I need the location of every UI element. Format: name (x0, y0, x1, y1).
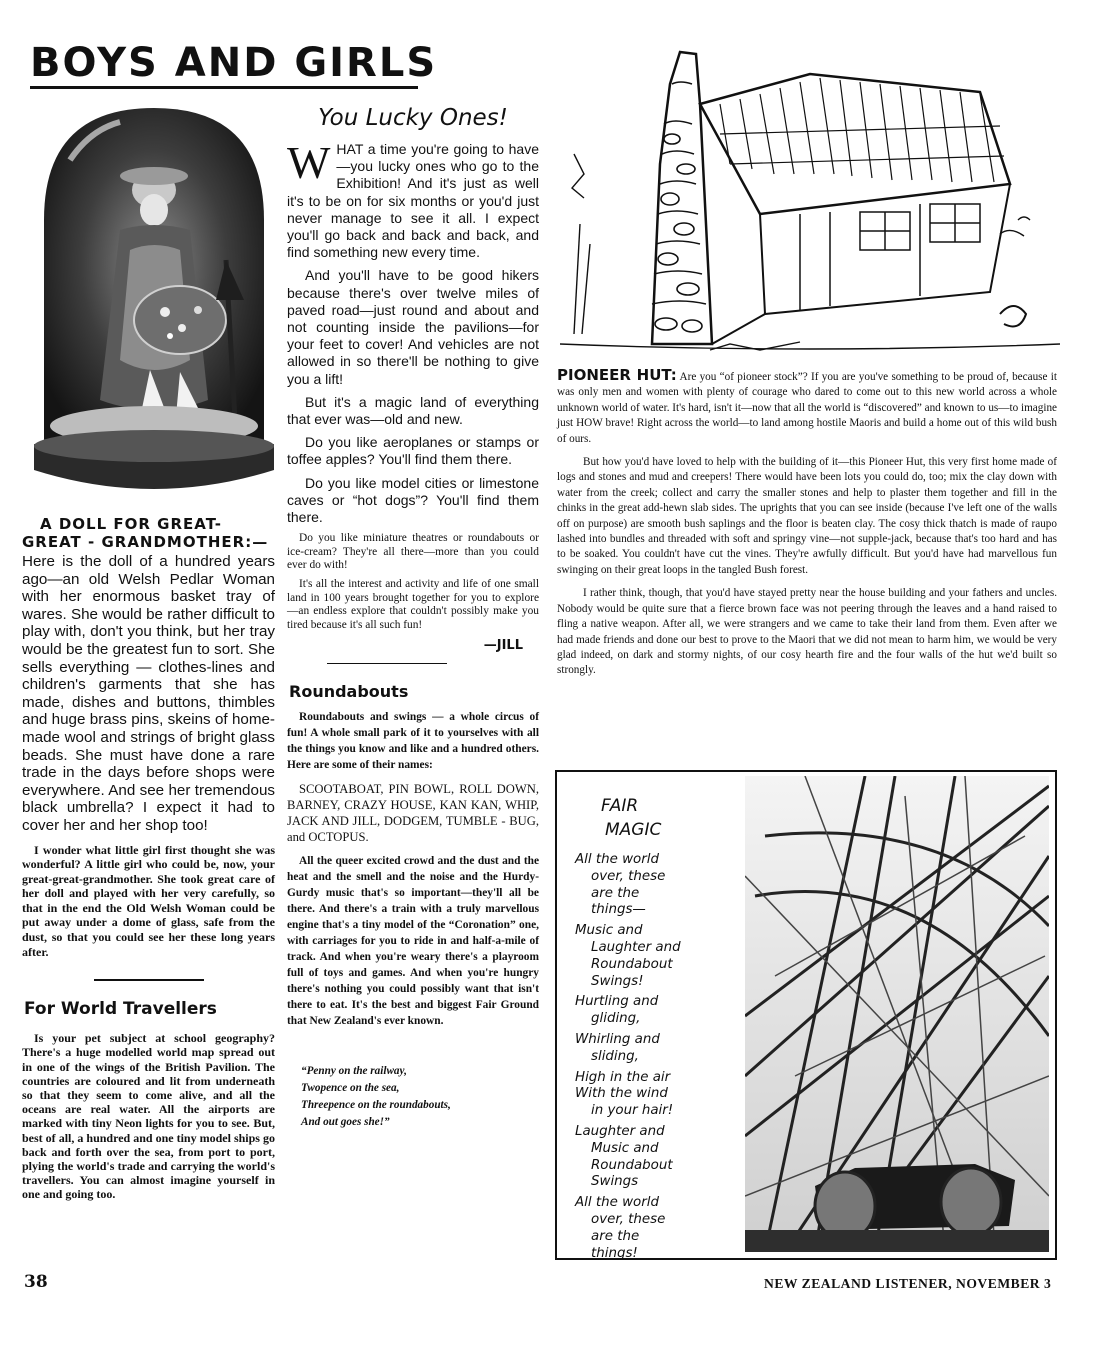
masthead-rule (30, 86, 418, 89)
roundabouts-paragraph: Roundabouts and swings — a whole circus of fun! A whole small park of it to yourselves with all the things you know and like and a hundred others. Here are some of their names: (287, 711, 539, 772)
nursery-rhyme: “Penny on the railway, Twopence on the sea, Threepence on the roundabouts, And out goes she!” (301, 1065, 451, 1128)
poem-stanza: All the world over, these are the things— (575, 852, 666, 918)
drop-cap: W (287, 137, 331, 188)
fair-magic-poem (575, 794, 693, 1266)
poem-stanza: All the world over, these are the things! (575, 1195, 666, 1261)
divider (94, 979, 204, 981)
lucky-paragraph: WHAT a time you're going to have—you lucky ones who go to the Exhibition! And it's just as well it's to be on for six months or you'd just never manage to see it all. I expect you'll go back and back and back, and find something new every time. (287, 137, 539, 261)
publication-footer: NEW ZEALAND LISTENER, NOVEMBER 3 (764, 1276, 1052, 1291)
doll-body: Here is the doll of a hundred years ago—an old Welsh Pedlar Woman with her enormous basket tray of wares. She would be rather difficult to play with, don't you think, but her tray would be the greatest fun to sort. She sells everything — clothes-lines and children's garments that she has made, dishes and buttons, thimbles and huge brass pins, skeins of home-made wool and strings of bright glass beads. She must have done a rare trade in the days before shops were everywhere. And see her tremendous black umbrella? I expect it had to cover her and her shop too! (22, 553, 275, 834)
poem-stanza: Whirling and sliding, (575, 1031, 660, 1064)
rides-list: SCOOTABOAT, PIN BOWL, ROLL DOWN, BARNEY, CRAZY HOUSE, KAN KAN, WHIP, JACK AND JILL, DODGEM, TUMBLE - BUG, and OCTOPUS. (287, 782, 539, 845)
column-right (557, 368, 1057, 687)
pioneer-paragraph: But how you'd have loved to help with the building of it—this Pioneer Hut, this very first home made of logs and stones and mud and creepers! There would have been lots you could do, too; mix the clay down with water from the creek; collect and carry the smaller stones and help to plaster them together and fill in the chinks in the great add-hewn slab sides. The uprights that you can see inside (because I've left one of the walls off on purpose) are smooth bush saplings and the floor is beaten clay. The cosy thick thatch is made of raupo lashed into bundles and threaded with soft and springy vine—not supple-jack, because that's too hard and has to be soaked. You couldn't have cut the vines. They're awfully difficult. But you'd have had marvellous fun swinging on their great loops in the tangled Bush forest. (557, 456, 1057, 576)
lucky-paragraph: Do you like model cities or limestone caves or “hot dogs”? You'll find them there. (287, 474, 539, 526)
ferris-wheel-photo (745, 776, 1049, 1252)
divider (327, 663, 447, 664)
lucky-small-paragraph: It's all the interest and activity and life of one small land in 100 years brought together for you to explore—an endless explore that couldn't possibly make you tired because it's all such fun! (287, 578, 539, 631)
doll-photo (30, 100, 278, 508)
lucky-small-paragraph: Do you like miniature theatres or roundabouts or ice-cream? They're all there—more than you could ever do with! (287, 532, 539, 572)
masthead-title: BOYS AND GIRLS (30, 40, 438, 86)
lucky-paragraph: Do you like aeroplanes or stamps or toffee apples? You'll find them there. (287, 434, 539, 468)
lucky-paragraph: But it's a magic land of everything that ever was—old and new. (287, 393, 539, 428)
travellers-heading: For World Travellers (24, 999, 217, 1020)
pioneer-heading: PIONEER HUT: (557, 366, 677, 384)
poem-stanza: High in the air With the wind in your hair! (575, 1069, 674, 1119)
column-left (22, 515, 275, 1202)
poem-stanza: Music and Laughter and Roundabout Swings! (575, 923, 681, 989)
pioneer-hut-illustration (560, 44, 1060, 362)
fair-magic-box (555, 770, 1057, 1260)
lucky-paragraph: And you'll have to be good hikers because there's over twelve miles of paved road—just round and about and not counting inside the pavilions—for your feet to cover! And vehicles are not allowed in so there'll be nothing to give you a lift! (287, 267, 539, 387)
roundabouts-heading: Roundabouts (289, 682, 409, 702)
doll-small-text: I wonder what little girl first thought she was wonderful? A little girl who could be, now, your great-great-grandmother. She took great care of her doll and played with her very carefully, so that in the end the Old Welsh Woman could be put away under a dome of glass, safe from the dust, so that you could see her these long years after. (22, 842, 275, 959)
doll-heading: A DOLL FOR GREAT-GREAT - GRANDMOTHER:— (22, 515, 269, 551)
roundabouts-paragraph: All the queer excited crowd and the dust and the heat and the smell and the noise and the Hurdy-Gurdy music that's so important—they'll all be there. And there's a train with a truly marvellous engine that's a tiny model of the “Coronation” one, with carriages for you to ride in and half-a-mile of track. And when you're weary there's a playroom full of toys and games. And when you're hungry there's nothing you could possibly want that isn't there to eat. It's the best and biggest Fair Ground that New Zealand's ever known. (287, 855, 539, 1028)
travellers-body: Is your pet subject at school geography? There's a huge modelled world map spread out in one of the wings of the British Pavilion. The countries are coloured and lit from underneath so that they seem to come alive, and all the oceans are real water. All the airports are marked with tiny Neon lights for you to see. But, best of all, a hundred and one tiny model ships go back and forth over the sea, from port to port, plying the world's trade and carrying the world's travellers. You can almost imagine yourself in one and going too. (22, 1031, 275, 1202)
poem-stanza: Hurtling and gliding, (575, 994, 659, 1027)
column-middle (287, 105, 539, 1130)
poem-stanza: Laughter and Music and Roundabout Swings (575, 1123, 673, 1190)
fair-magic-title: FAIR MAGIC (601, 796, 662, 840)
signature: —JILL (483, 638, 523, 654)
pioneer-paragraph: PIONEER HUT: Are you “of pioneer stock”? If you are you've something to be proud of, because it was only men and women with plenty of courage who dared to come out to this new world across a whole unknown world of water. It's hard, isn't it—now that all the world is “discovered” and known to us—to imagine just HOW brave! Right across the world—to land among hostile Maoris and build a home out of this wild bush of ours. (557, 366, 1058, 445)
lucky-title: You Lucky Ones! (318, 105, 508, 131)
page-number: 38 (24, 1272, 48, 1292)
pioneer-paragraph: I rather think, though, that you'd have stayed pretty near the house building and your fathers and uncles. Nobody would be quite sure that a fierce brown face was not peering through the leaves and a hand raised to fling a native weapon. After all, we were strangers and we came to take their land from them. Even after we had made friends and done our best to prove to the Maori that we did not mean to harm him, we would be very glad indeed, on dark and stormy nights, of our cosy hearth fire and the four walls of the hut we'd built so strongly. (557, 587, 1057, 677)
